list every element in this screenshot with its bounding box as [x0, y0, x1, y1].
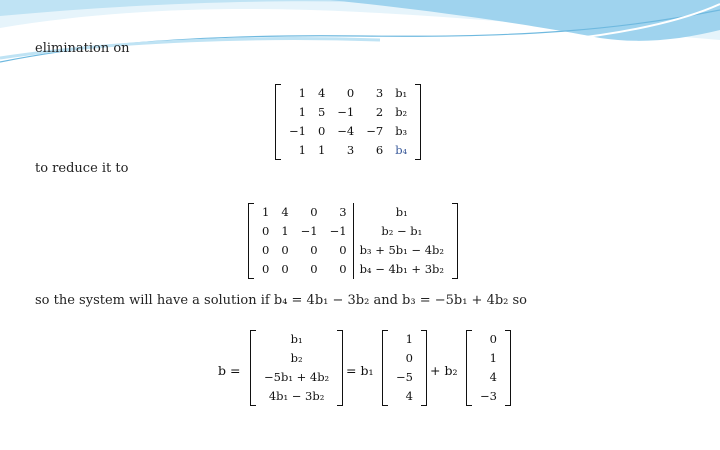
matrix-cell: 0: [339, 262, 347, 276]
vector-cell: 4: [405, 389, 413, 403]
matrix-cell: 3: [375, 86, 384, 100]
matrix-cell: 6: [375, 143, 384, 157]
condition-text: so the system will have a solution if b₄ = 4b₁ − 3b₂ and b₃ = −5b₁ + 4b₂ so: [35, 293, 528, 308]
matrix-cell: 0: [262, 243, 270, 257]
vector-cell: −3: [480, 389, 497, 403]
matrix-cell: b₁: [353, 203, 450, 222]
matrix-cell: b₃: [395, 124, 408, 138]
matrix-row: [283, 122, 413, 141]
matrix-row: [283, 84, 413, 103]
intro-text: elimination on: [35, 41, 130, 56]
basis-vector-2: [466, 330, 511, 406]
matrix-cell: 0: [262, 224, 270, 238]
matrix-cell: 0: [310, 262, 318, 276]
vector-cell: b₂: [290, 351, 303, 365]
basis-vector-1: [382, 330, 427, 406]
vector-cell: 1: [489, 351, 497, 365]
matrix-cell: b₃ + 5b₁ − 4b₂: [353, 241, 450, 260]
matrix-cell: −1: [300, 224, 318, 238]
matrix-cell: 5: [317, 105, 326, 119]
matrix-row: [283, 103, 413, 122]
matrix-cell: 3: [346, 143, 355, 157]
matrix-cell: 4: [281, 205, 289, 219]
vector-cell: −5b₁ + 4b₂: [264, 370, 330, 384]
vector-cell: 0: [405, 351, 413, 365]
vector-lhs: b =: [218, 363, 241, 378]
mid-text: to reduce it to: [35, 161, 129, 176]
matrix-row: [256, 260, 450, 279]
vector-cell: 1: [405, 332, 413, 346]
matrix-cell: 3: [339, 205, 347, 219]
matrix-cell: 0: [281, 262, 289, 276]
vector-b: [250, 330, 343, 406]
matrix-cell: 1: [298, 105, 306, 119]
matrix-cell: b₄ − 4b₁ + 3b₂: [353, 260, 450, 279]
vector-cell: −5: [396, 370, 413, 384]
matrix-row: [283, 141, 413, 160]
vector-cell: 4: [489, 370, 497, 384]
vector-cell: 0: [489, 332, 497, 346]
matrix-cell: 4: [317, 86, 326, 100]
vector-cell: 4b₁ − 3b₂: [268, 389, 325, 403]
coefficient-b1: = b₁: [346, 363, 374, 378]
reduced-matrix: [248, 203, 458, 279]
matrix-cell: 1: [298, 86, 306, 100]
matrix-cell: −1: [337, 105, 355, 119]
matrix-cell: −7: [366, 124, 384, 138]
matrix-cell: b₄: [395, 143, 408, 157]
matrix-cell: 1: [298, 143, 306, 157]
matrix-cell: b₂: [395, 105, 408, 119]
matrix-cell: 0: [346, 86, 355, 100]
coefficient-b2: + b₂: [430, 363, 458, 378]
matrix-cell: −4: [337, 124, 355, 138]
matrix-cell: 0: [262, 262, 270, 276]
matrix-cell: 0: [339, 243, 347, 257]
matrix-cell: 0: [310, 205, 318, 219]
matrix-cell: 0: [317, 124, 326, 138]
vector-cell: b₁: [290, 332, 303, 346]
matrix-cell: 1: [262, 205, 270, 219]
matrix-cell: b₂ − b₁: [353, 222, 450, 241]
matrix-cell: 0: [310, 243, 318, 257]
matrix-cell: −1: [329, 224, 347, 238]
matrix-row: [256, 203, 450, 222]
header-wave-decoration: [0, 0, 720, 70]
matrix-row: [256, 222, 450, 241]
matrix-cell: 0: [281, 243, 289, 257]
matrix-cell: b₁: [395, 86, 408, 100]
matrix-cell: 1: [317, 143, 326, 157]
matrix-cell: 2: [375, 105, 384, 119]
matrix-cell: −1: [289, 124, 306, 138]
augmented-matrix: [275, 84, 421, 160]
matrix-row: [256, 241, 450, 260]
matrix-cell: 1: [281, 224, 289, 238]
